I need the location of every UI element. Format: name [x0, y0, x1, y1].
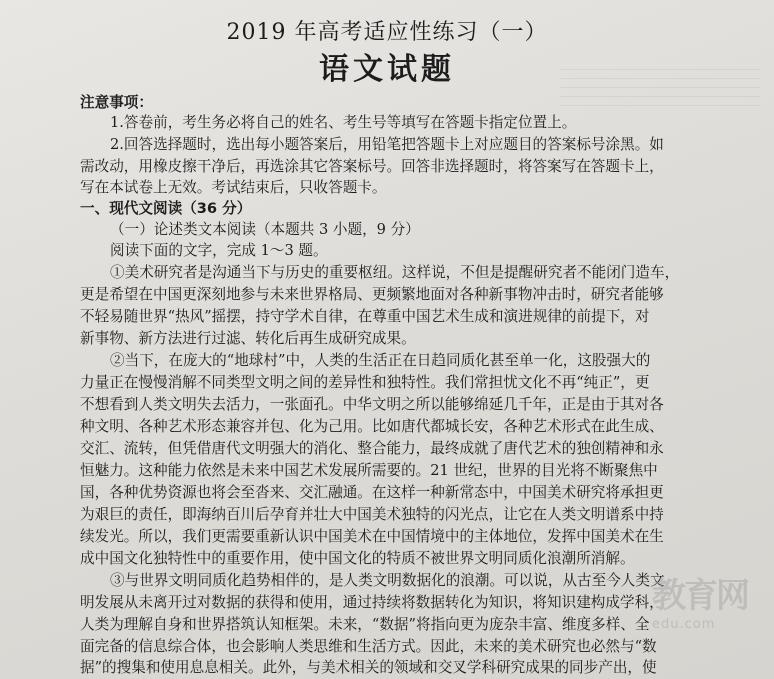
passage-line: 成中国文化独特性中的重要作用，使中国文化的特质不被世界文明同质化浪潮所消解。	[80, 550, 635, 567]
passage-line: 恒魅力。这种能力依然是未来中国艺术发展所需要的。21 世纪，世界的目光将不断聚焦中	[80, 462, 658, 479]
exam-title: 2019 年高考适应性练习（一）	[226, 20, 548, 45]
passage-line: 交汇、流转，但凭借唐代文明强大的消化、整合能力，最终成就了唐代艺术的独创精神和永	[80, 440, 664, 457]
passage-line: 据”的搜集和使用息息相关。此外，与美术相关的领域和交叉学科研究成果的同步产出，使	[80, 659, 657, 676]
passage-line: 国，各种优势资源也将会至沓来、交汇融通。在这样一种新常态中，中国美术研究将承担更	[80, 484, 664, 501]
passage-line: ②当下，在庞大的“地球村”中，人类的生活正在日趋同质化甚至单一化，这股强大的	[110, 352, 651, 369]
watermark-sub-text: edu.com	[652, 617, 716, 632]
passage-line: 续发光。所以，我们更需要重新认识中国美术在中国情境中的主体地位，发挥中国美术在生	[80, 528, 664, 545]
sub-section-heading: （一）论述类文本阅读（本题共 3 小题，9 分）	[110, 221, 420, 238]
notes-item-2-end: 写在本试卷上无效。考试结束后，只收答题卡。	[80, 179, 387, 196]
site-watermark	[652, 574, 772, 644]
passage-line: 不想看到人类文明失去活力，一张面孔。中华文明之所以能够绵延几千年，正是由于其对各	[80, 396, 664, 413]
watermark-main-text: 教育网	[652, 576, 748, 616]
passage-line: 更是希望在中国更深刻地参与未来世界格局、更频繁地面对各种新事物冲击时，研究者能够	[80, 286, 664, 303]
notes-item-1: 1.答卷前，考生务必将自己的姓名、考生号等填写在答题卡指定位置上。	[110, 114, 577, 131]
notes-item-2-cont: 需改动，用橡皮擦干净后，再选涂其它答案标号。回答非选择题时，将答案写在答题卡上，	[80, 158, 664, 175]
passage-line: 人类为理解自身和世界搭筑认知框架。未来，“数据”将指向更为庞杂丰富、维度多样、全	[80, 616, 650, 633]
passage-line: 力量正在慢慢消解不同类型文明之间的差异性和独特性。我们常担忧文化不再“纯正”，更	[80, 374, 650, 391]
subject-title: 语文试题	[319, 52, 455, 87]
passage-line: 种文明、各种艺术形态兼容并包、化为己用。比如唐代都城长安，各种艺术形式在此生成、	[80, 418, 664, 435]
passage-line: ①美术研究者是沟通当下与历史的重要枢纽。这样说，不但是提醒研究者不能闭门造车，	[110, 264, 680, 281]
notes-item-2: 2.回答选择题时，选出每小题答案后，用铅笔把答题卡上对应题目的答案标号涂黑。如	[110, 136, 664, 153]
passage-line: ③与世界文明同质化趋势相伴的，是人类文明数据化的浪潮。可以说，从古至今人类文	[110, 572, 665, 589]
reading-instruction: 阅读下面的文字，完成 1～3 题。	[110, 242, 328, 259]
section-heading: 一、现代文阅读（36 分）	[80, 200, 252, 217]
passage-line: 新事物、新方法进行过滤、转化后再生成研究成果。	[80, 330, 416, 347]
passage-line: 不轻易随世界“热风”摇摆，持守学术自律，在尊重中国艺术生成和演进规律的前提下，对	[80, 308, 650, 325]
notes-heading: 注意事项：	[80, 94, 153, 111]
passage-line: 面完备的信息综合体，也会影响人类思维和生活方式。因此，未来的美术研究也必然与“数	[80, 638, 657, 655]
passage-line: 明发展从未离开过对数据的获得和使用，通过持续将数据转化为知识，将知识建构成学科，	[80, 594, 664, 611]
passage-line: 为艰巨的责任，即海纳百川后孕育并壮大中国美术独特的闪光点，让它在人类文明谱系中持	[80, 506, 664, 523]
